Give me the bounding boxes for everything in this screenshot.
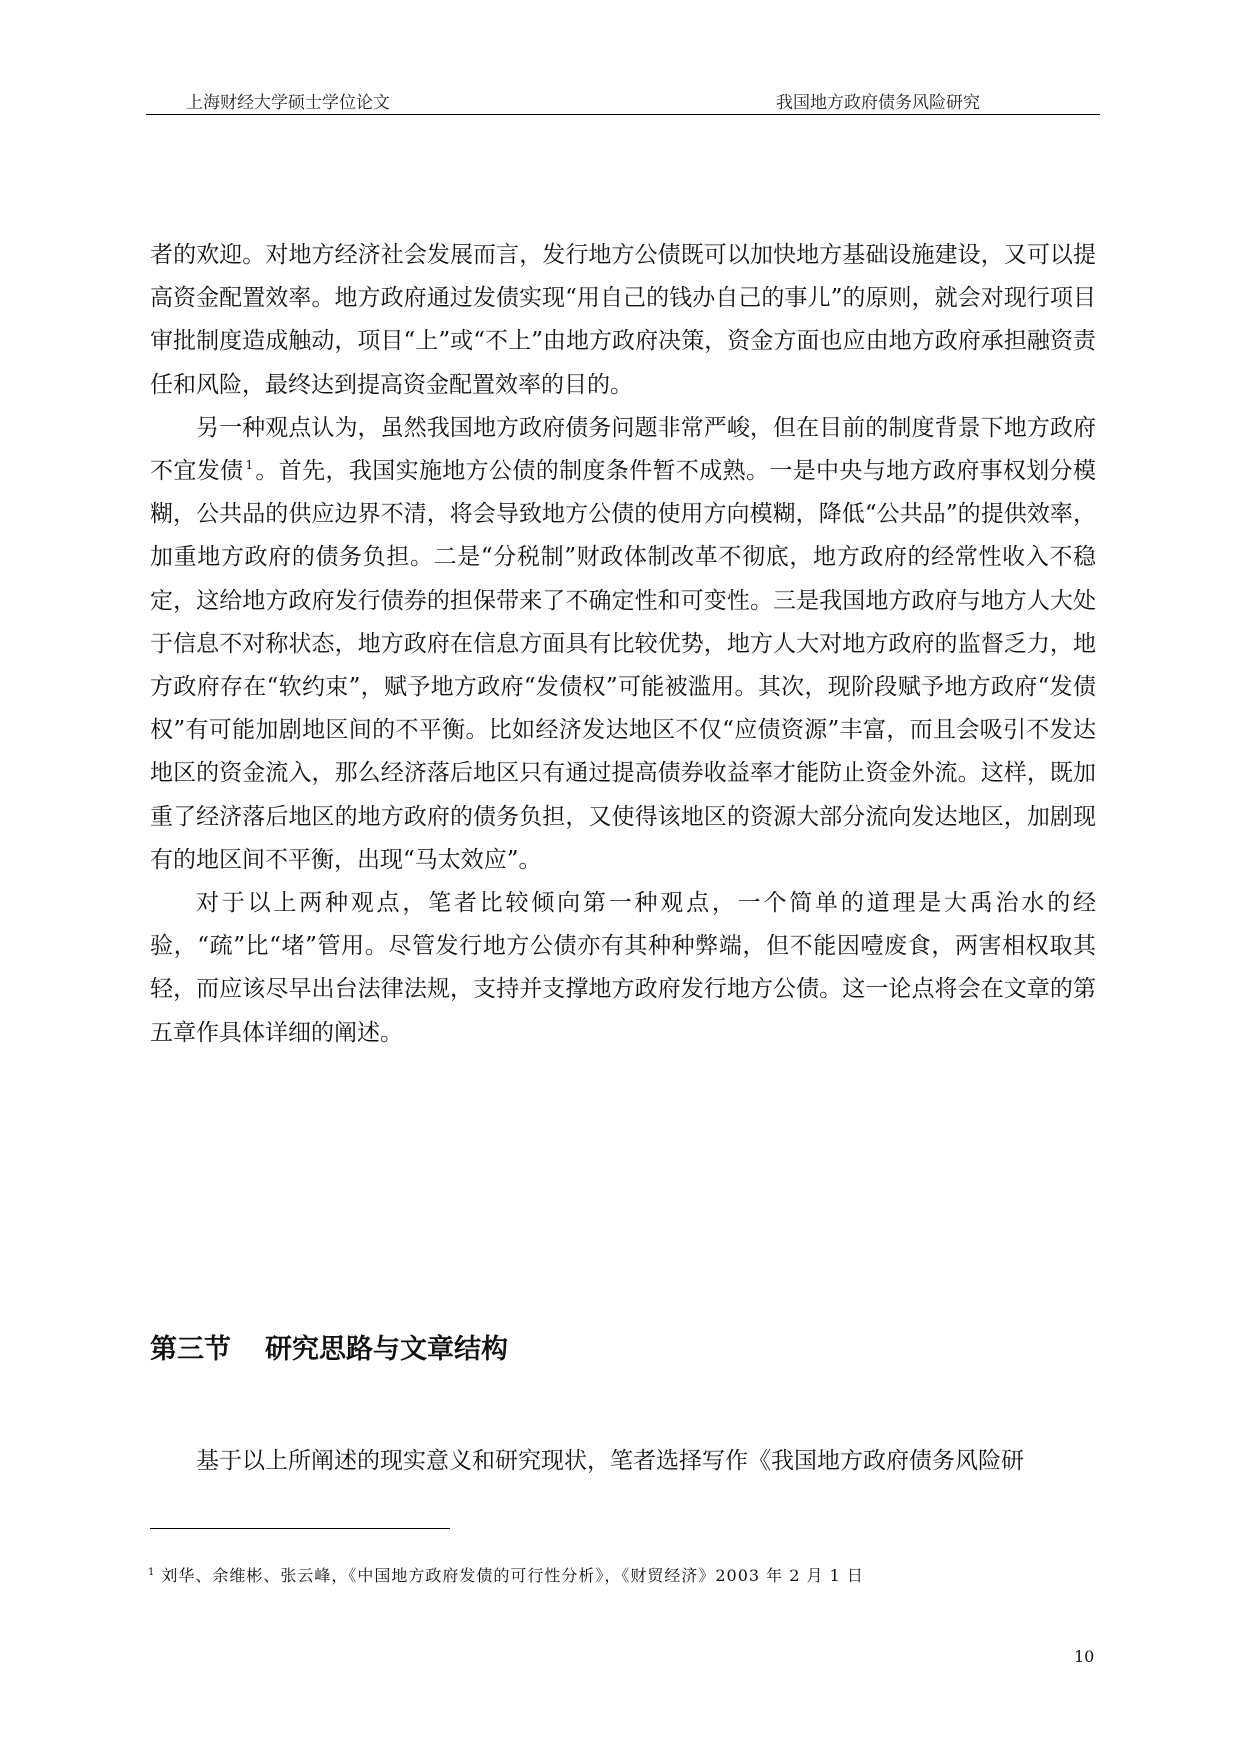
section-title: 研究思路与文章结构: [265, 1334, 508, 1365]
footnote-mark: 1: [148, 1566, 156, 1578]
main-text: [150, 234, 1096, 1055]
paragraph-2: [150, 407, 1096, 882]
paragraph-2-part-a: 另一种观点认为，虽然我国地方政府债务问题非常严峻，但在目前的制度背景下地方政府不宜发债: [150, 414, 1096, 485]
running-header: [146, 86, 1100, 116]
section-heading: [150, 1327, 508, 1366]
footnote-rule: [150, 1528, 450, 1529]
section-number: 第三节: [150, 1334, 231, 1365]
footnote-text: 刘华、余维彬、张云峰，《中国地方政府发债的可行性分析》，《财贸经济》2003 年 2 月 1 日: [161, 1566, 864, 1585]
section-body: [150, 1440, 1096, 1483]
paragraph-3: 对于以上两种观点，笔者比较倾向第一种观点，一个简单的道理是大禹治水的经验，“疏”比“堵”管用。尽管发行地方公债亦有其种种弊端，但不能因噎废食，两害相权取其轻，而应该尽早出台法律法规，支持并支撑地方政府发行地方公债。这一论点将会在文章的第五章作具体详细的阐述。: [150, 890, 1096, 1046]
paragraph-2-part-b: 。首先，我国实施地方公债的制度条件暂不成熟。一是中央与地方政府事权划分模糊，公共品的供应边界不清，将会导致地方公债的使用方向模糊，降低“公共品”的提供效率，加重地方政府的债务负担。二是“分税制”财政体制改革不彻底，地方政府的经常性收入不稳定，这给地方政府发行债券的担保带来了不确定性和可变性。三是我国地方政府与地方人大处于信息不对称状态，地方政府在信息方面具有比较优势，地方人大对地方政府的监督乏力，地方政府存在“软约束”，赋予地方政府“发债权”可能被滥用。其次，现阶段赋予地方政府“发债权”有可能加剧地区间的不平衡。比如经济发达地区不仅“应债资源”丰富，而且会吸引不发达地区的资金流入，那么经济落后地区只有通过提高债券收益率才能防止资金外流。这样，既加重了经济落后地区的地方政府的债务负担，又使得该地区的资源大部分流向发达地区，加剧现有的地区间不平衡，出现“马太效应”。: [150, 458, 1097, 873]
header-thesis-title: 我国地方政府债务风险研究: [776, 93, 980, 113]
header-rule: [146, 114, 1100, 115]
page-number: 10: [1074, 1647, 1095, 1666]
header-thesis-label: 上海财经大学硕士学位论文: [186, 93, 390, 113]
footnote-reference[interactable]: 1: [245, 458, 254, 473]
footnote: [148, 1563, 864, 1586]
paragraph-1: 者的欢迎。对地方经济社会发展而言，发行地方公债既可以加快地方基础设施建设，又可以提高资金配置效率。地方政府通过发债实现“用自己的钱办自己的事儿”的原则，就会对现行项目审批制度造成触动，项目“上”或“不上”由地方政府决策，资金方面也应由地方政府承担融资责任和风险，最终达到提高资金配置效率的目的。: [150, 242, 1096, 398]
section-paragraph: 基于以上所阐述的现实意义和研究现状，笔者选择写作《我国地方政府债务风险研: [196, 1448, 1024, 1474]
